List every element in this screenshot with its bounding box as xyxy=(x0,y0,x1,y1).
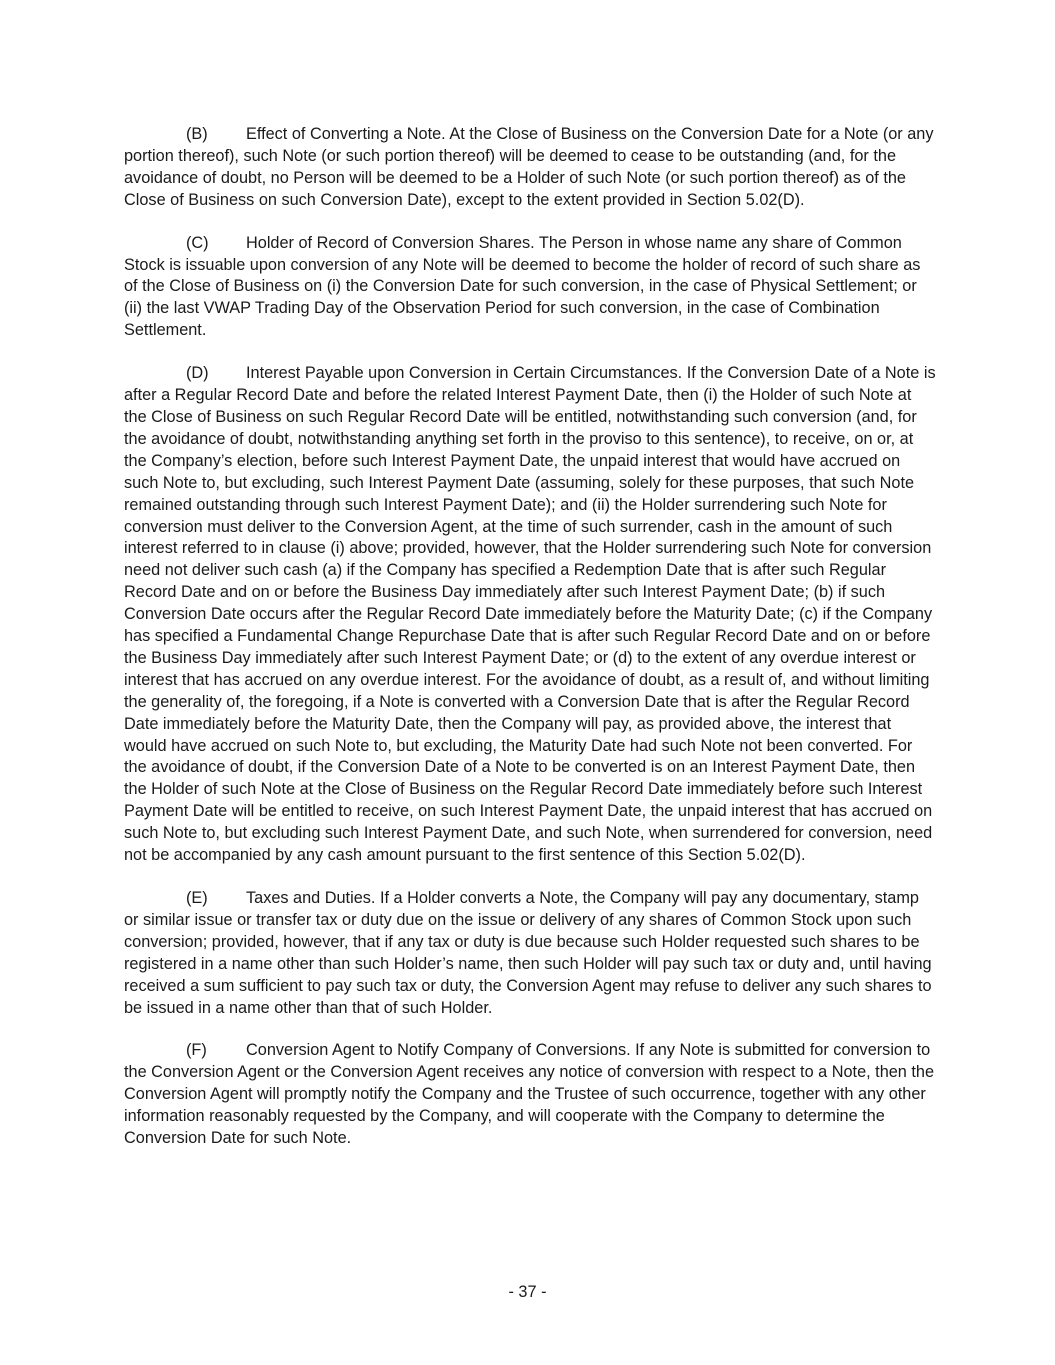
paragraph-marker: (E) xyxy=(186,889,208,907)
paragraph-text: Conversion Agent to Notify Company of Conversions. If any Note is submitted for conversion to the Conversion Agent or the Conversion Agent receives any notice of conversion with respect to a Note, then the Conversion Agent will promptly notify the Company and the Trustee of such occurrence, together with any other information reasonably requested by the Company, and will cooperate with the Company to determine the Conversion Date for such Note. xyxy=(124,1041,935,1148)
paragraph-c xyxy=(124,233,936,343)
paragraph-d xyxy=(124,363,936,867)
paragraph-e xyxy=(124,888,936,1019)
page-number: - 37 - xyxy=(508,1283,547,1301)
paragraph-marker: (B) xyxy=(186,125,208,143)
paragraph-b xyxy=(124,124,936,212)
paragraph-text: Holder of Record of Conversion Shares. The Person in whose name any share of Common Stock is issuable upon conversion of any Note will be deemed to become the holder of record of such share as of the Close of Business on (i) the Conversion Date for such conversion, in the case of Physical Settlement; or (ii) the last VWAP Trading Day of the Observation Period for such conversion, in the case of Combination Settlement. xyxy=(124,233,921,340)
paragraph-f xyxy=(124,1040,936,1150)
paragraph-marker: (D) xyxy=(186,364,209,383)
paragraph-text: Interest Payable upon Conversion in Certain Circumstances. If the Conversion Date of a Note is after a Regular Record Date and before the related Interest Payment Date, then (i) the Holder of such Note at the Close of Business on such Regular Record Date will be entitled, notwithstanding such conversion (and, for the avoidance of doubt, notwithstanding anything set forth in the proviso to this sentence), to receive, on or, at the Company’s election, before such Interest Payment Date, the unpaid interest that would have accrued on such Note to, but excluding, such Interest Payment Date (assuming, solely for these purposes, that such Note remained outstanding through such Interest Payment Date); and (ii) the Holder surrendering such Note for conversion must deliver to the Conversion Agent, at the time of such surrender, cash in the amount of such interest referred to in clause (i) above; provided, however, that the Holder surrendering such Note for conversion need not deliver such cash (a) if the Company has specified a Redemption Date that is after such Regular Record Date and on or before the Business Day immediately after such Interest Payment Date; (b) if such Conversion Date occurs after the Regular Record Date immediately before the Maturity Date; (c) if the Company has specified a Fundamental Change Repurchase Date that is after such Regular Record Date and on or before the Business Day immediately after such Interest Payment Date; or (d) to the extent of any overdue interest or interest that has accrued on any overdue interest. For the avoidance of doubt, as a result of, and without limiting the generality of, the foregoing, if a Note is converted with a Conversion Date that is after the Regular Record Date immediately before the Maturity Date, then the Company will pay, as provided above, the interest that would have accrued on such Note to, but excluding, the Maturity Date had such Note not been converted. For the avoidance of doubt, if the Conversion Date of a Note to be converted is on an Interest Payment Date, then the Holder of such Note at the Close of Business on the Regular Record Date immediately before such Interest Payment Date will be entitled to receive, on such Interest Payment Date, the unpaid interest that has accrued on such Note to, but excluding such Interest Payment Date, and such Note, when surrendered for conversion, need not be accompanied by any cash amount pursuant to the first sentence of this Section 5.02(D). xyxy=(124,364,936,865)
document-body xyxy=(124,124,936,1171)
paragraph-text: Taxes and Duties. If a Holder converts a Note, the Company will pay any documentary, stamp or similar issue or transfer tax or duty due on the issue or delivery of any shares of Common Stock upon such conversion; provided, however, that if any tax or duty is due because such Holder requested such shares to be registered in a name other than such Holder’s name, then such Holder will pay such tax or duty and, until having received a sum sufficient to pay such tax or duty, the Conversion Agent may refuse to deliver any such shares to be issued in a name other than that of such Holder. xyxy=(124,889,932,1017)
paragraph-marker: (F) xyxy=(186,1041,207,1060)
paragraph-text: Effect of Converting a Note. At the Close of Business on the Conversion Date for a Note (or any portion thereof), such Note (or such portion thereof) will be deemed to cease to be outstanding (and, for the avoidance of doubt, no Person will be deemed to be a Holder of such Note (or such portion thereof) as of the Close of Business on such Conversion Date), except to the extent provided in Section 5.02(D). xyxy=(124,125,934,209)
paragraph-marker: (C) xyxy=(186,233,209,252)
